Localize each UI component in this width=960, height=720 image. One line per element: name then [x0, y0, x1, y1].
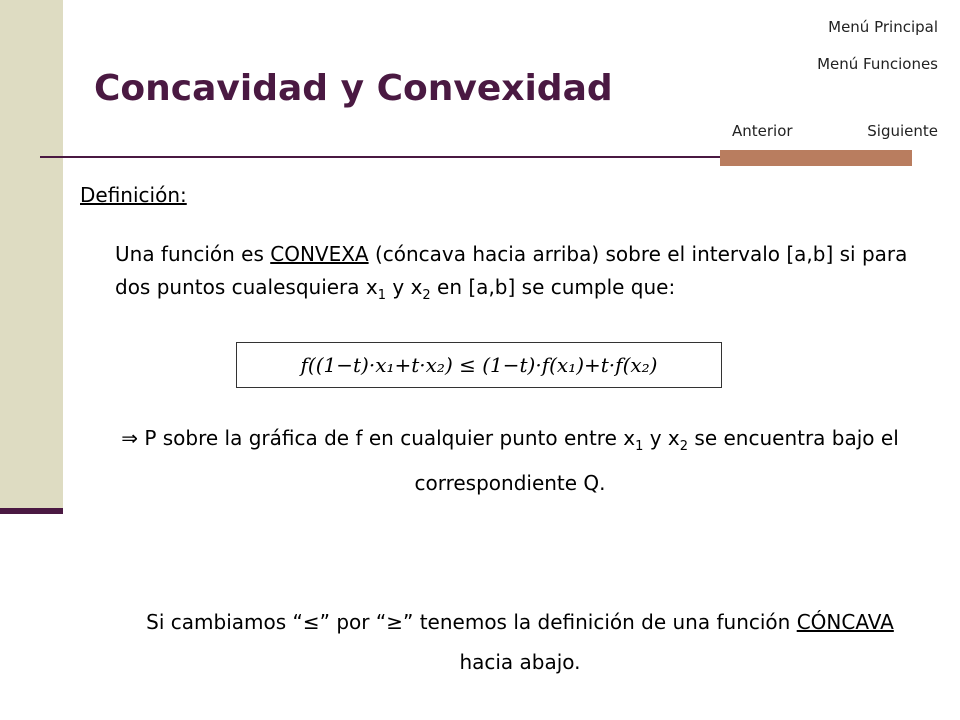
definition-paragraph: Una función es CONVEXA (cóncava hacia arriba) sobre el intervalo [a,b] si para dos puntos cualesquiera $x_1$ y $x_2$ en [a,b] se cumple que: — [115, 242, 908, 303]
sidebar-decoration — [0, 0, 63, 508]
main-menu-link[interactable]: Menú Principal — [828, 18, 938, 36]
consequence-paragraph: ⇒ P sobre la gráfica de f en cualquier punto entre $x_1$ y $x_2$ se encuentra bajo el correspondiente Q. — [121, 426, 899, 495]
formula-box — [236, 342, 722, 388]
definition-heading: Definición: — [80, 183, 187, 207]
divider-accent — [720, 150, 912, 166]
page-title: Concavidad y Convexidad — [94, 68, 613, 109]
implies-symbol: ⇒ — [121, 426, 138, 450]
previous-link[interactable]: Anterior — [732, 122, 793, 140]
functions-menu-link[interactable]: Menú Funciones — [817, 55, 938, 73]
concava-term: CÓNCAVA — [796, 610, 894, 634]
next-link[interactable]: Siguiente — [867, 122, 938, 140]
convexity-formula: f((1−t)·x₁+t·x₂) ≤ (1−t)·f(x₁)+t·f(x₂) — [300, 353, 658, 377]
concave-note: Si cambiamos “≤” por “≥” tenemos la definición de una función CÓNCAVA hacia abajo. — [146, 610, 894, 674]
convexa-term: CONVEXA — [270, 242, 369, 266]
sidebar-accent-bar — [0, 508, 63, 514]
